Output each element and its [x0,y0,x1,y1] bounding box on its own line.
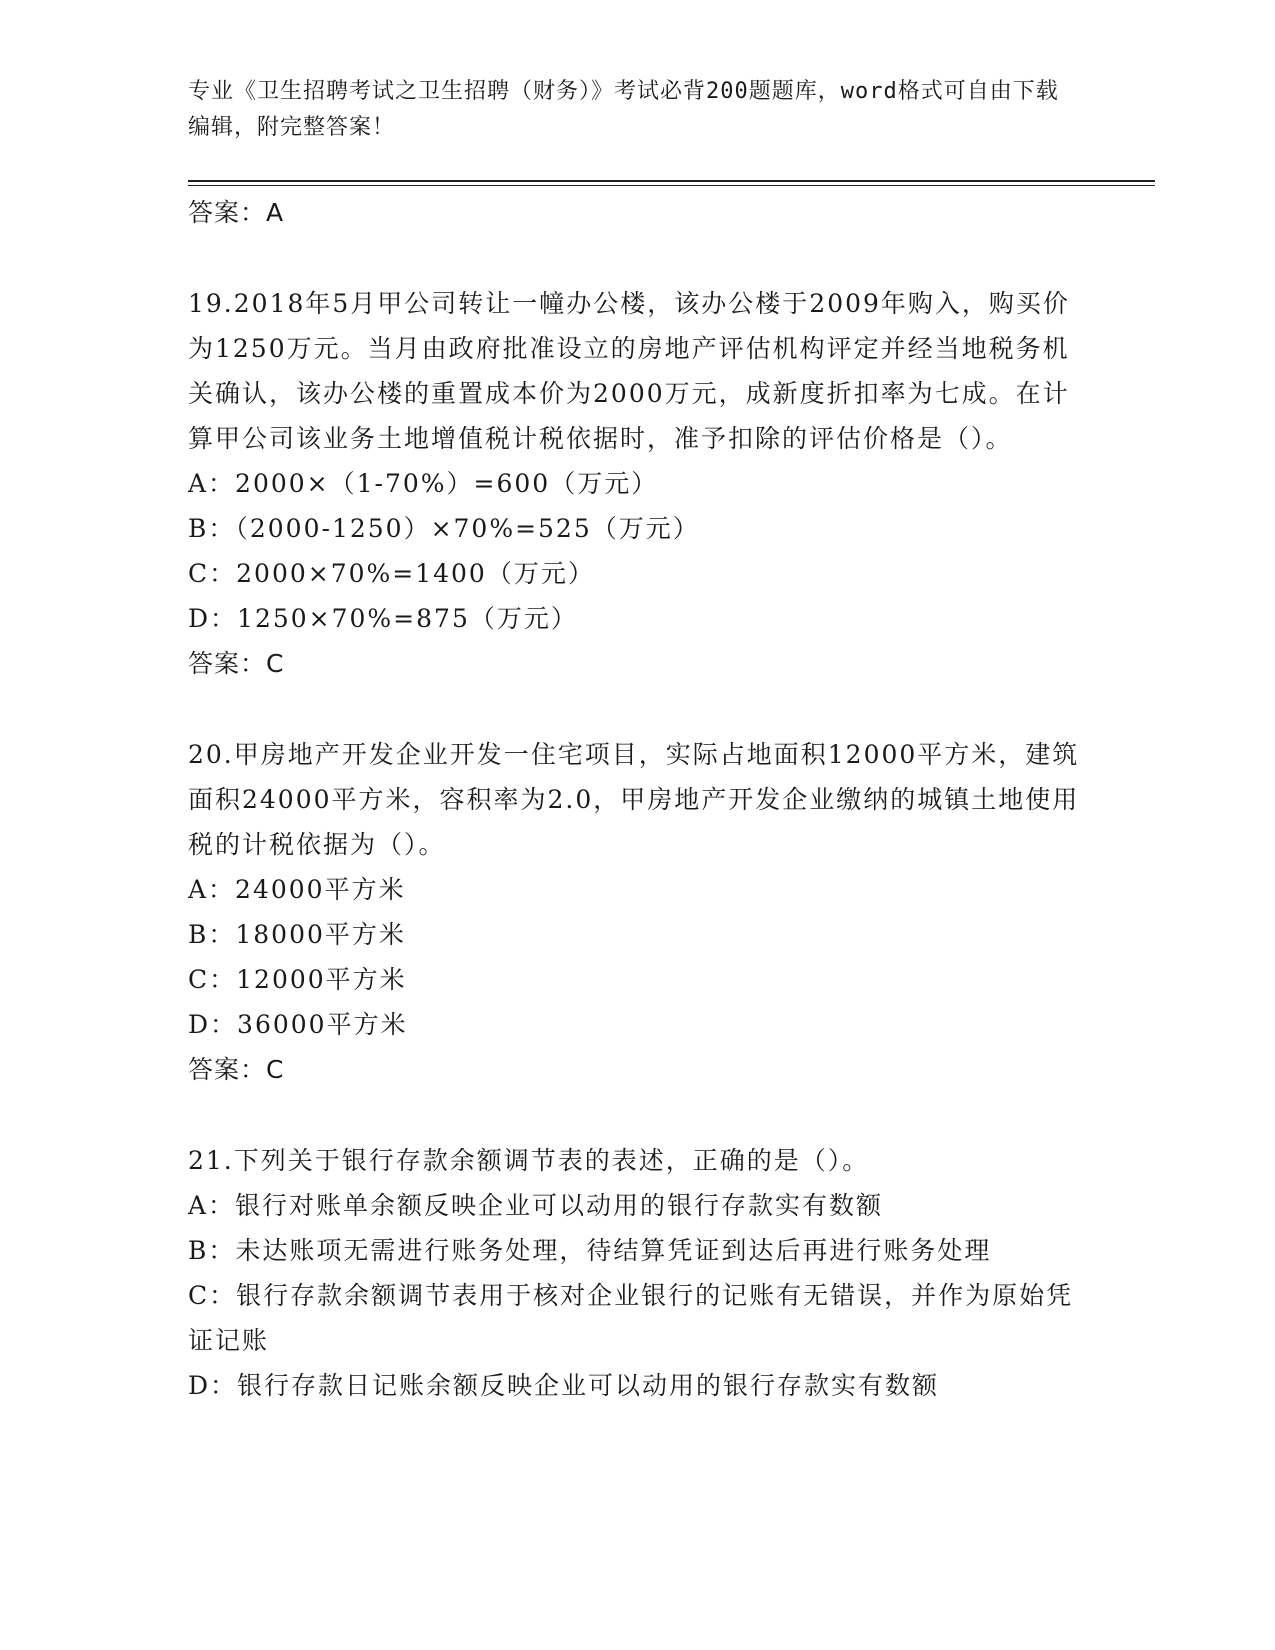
option-a: A：2000×（1-70%）=600（万元） [188,469,659,498]
header-divider-thick [188,180,1155,182]
answer: 答案：C [188,1055,285,1084]
option-b: B：（2000-1250）×70%=525（万元） [188,514,700,543]
question-text: 20.甲房地产开发企业开发一住宅项目，实际占地面积12000平方米，建筑面积24000平方米，容积率为2.0，甲房地产开发企业缴纳的城镇土地使用税的计税依据为（）。 [188,740,1080,859]
question-text: 21.下列关于银行存款余额调节表的表述，正确的是（）。 [188,1146,870,1175]
question-19 [188,281,1088,686]
option-c: C：2000×70%=1400（万元） [188,559,595,588]
document-header: 专业《卫生招聘考试之卫生招聘（财务）》考试必背200题题库，word格式可自由下载编辑，附完整答案！ [188,79,1059,140]
question-text: 19.2018年5月甲公司转让一幢办公楼，该办公楼于2009年购入，购买价为1250万元。当月由政府批准设立的房地产评估机构评定并经当地税务机关确认，该办公楼的重置成本价为2000万元，成新度折扣率为七成。在计算甲公司该业务土地增值税计税依据时，准予扣除的评估价格是（）。 [188,289,1070,453]
option-a: A：银行对账单余额反映企业可以动用的银行存款实有数额 [188,1191,884,1220]
option-c: C：12000平方米 [188,965,407,994]
option-c: C：银行存款余额调节表用于核对企业银行的记账有无错误，并作为原始凭证记账 [188,1281,1074,1355]
question-20 [188,732,1088,1092]
header-divider-thin [188,185,1155,186]
option-d: D：银行存款日记账余额反映企业可以动用的银行存款实有数额 [188,1371,940,1400]
question-content [188,190,1088,1408]
question-21 [188,1138,1088,1408]
answer: 答案：C [188,649,285,678]
previous-answer: 答案：A [188,198,285,227]
option-a: A：24000平方米 [188,875,406,904]
option-d: D：36000平方米 [188,1010,408,1039]
option-d: D：1250×70%=875（万元） [188,604,578,633]
option-b: B：未达账项无需进行账务处理，待结算凭证到达后再进行账务处理 [188,1236,992,1265]
option-b: B：18000平方米 [188,920,406,949]
